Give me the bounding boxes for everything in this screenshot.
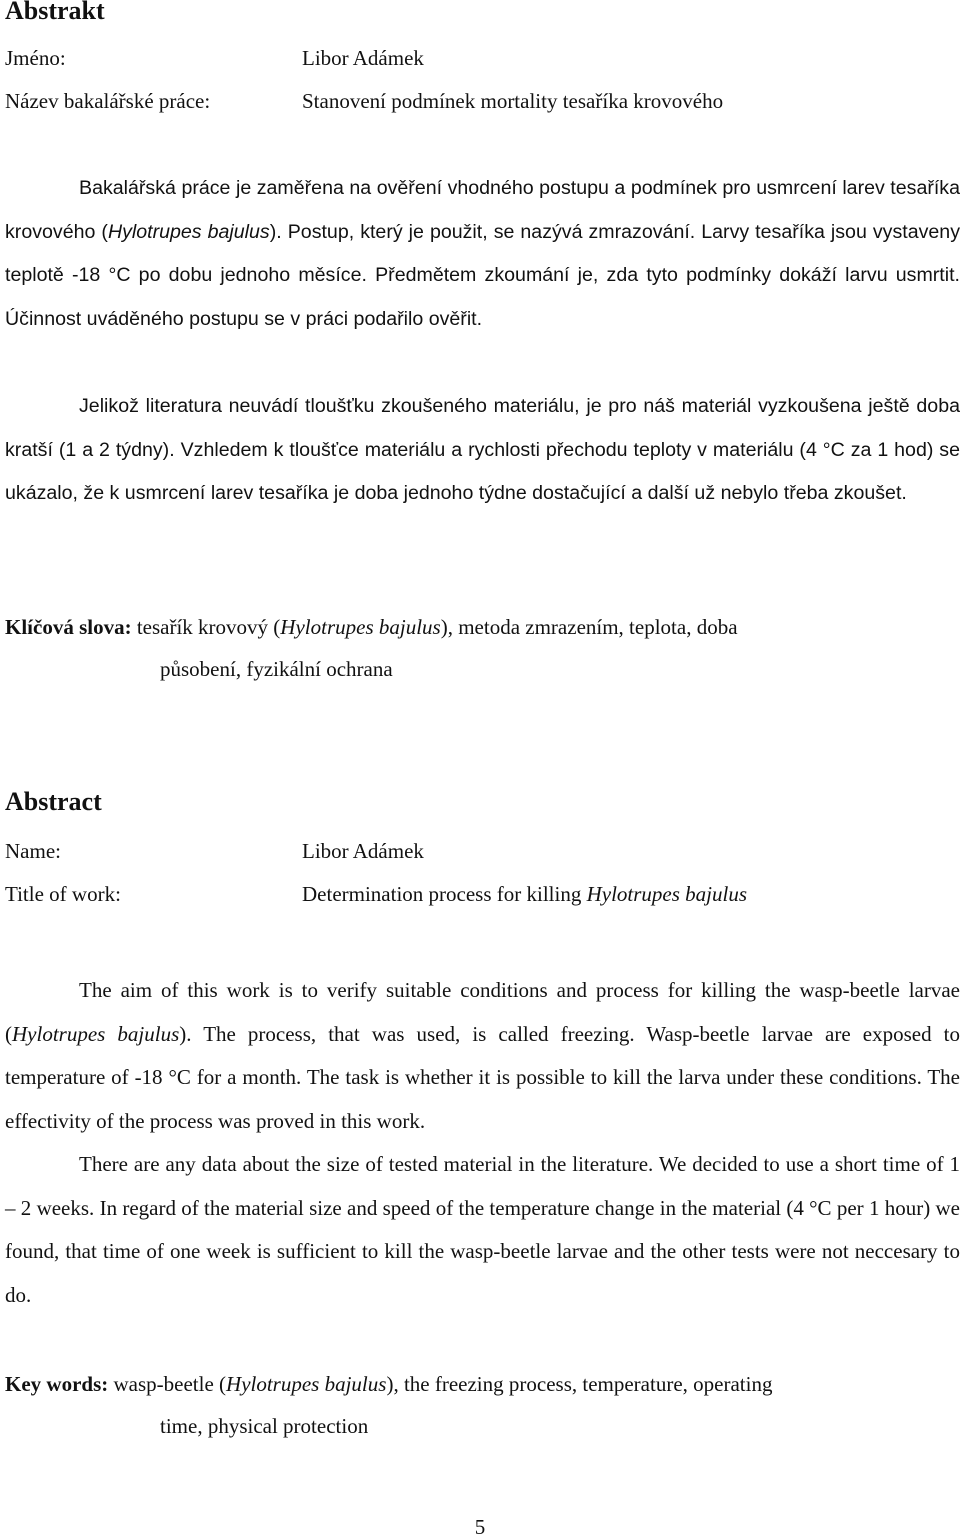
en-title-text: Determination process for killing (302, 882, 587, 906)
cz-p1-text-b: ). Postup, který je použit, se nazývá zmrazování. Larvy tesaříka jsou vystaveny teplotě -18 °C po dobu jednoho měsíce. Předmětem zkoumání je, zda tyto podmínky dokáží larvu usmrtit. Účinnost uváděného postupu se v práci podařilo ověřit. (5, 220, 960, 330)
cz-name-row (5, 46, 960, 76)
cz-paragraph-1 (5, 167, 960, 341)
en-kw-text-a: wasp-beetle ( (108, 1372, 227, 1396)
cz-heading: Abstrakt (5, 0, 105, 25)
cz-kw-text-a: tesařík krovový ( (131, 615, 281, 639)
en-p1-latin: Hylotrupes bajulus (12, 1021, 180, 1046)
en-paragraph-1 (5, 969, 960, 1143)
en-kw-latin: Hylotrupes bajulus (226, 1372, 387, 1396)
en-kw-text-c: time, physical protection (160, 1414, 369, 1438)
cz-keywords-label: Klíčová slova: (5, 615, 132, 639)
cz-title-label: Název bakalářské práce: (5, 89, 211, 113)
cz-title-value: Stanovení podmínek mortality tesaříka krovového (302, 89, 724, 113)
en-keywords (5, 1363, 960, 1447)
en-name-row (5, 839, 960, 869)
cz-p1-latin: Hylotrupes bajulus (107, 220, 270, 243)
cz-name-value: Libor Adámek (302, 46, 424, 70)
en-p1-text-a: The aim of this work is to verify suitable conditions and process for killing the wasp-beetle larvae ( (5, 978, 960, 1046)
en-keywords-label: Key words: (5, 1372, 109, 1396)
en-paragraph-2: There are any data about the size of tested material in the literature. We decided to use a short time of 1 – 2 weeks. In regard of the material size and speed of the temperature change in the material (4 °C per 1 hour) we found, that time of one week is sufficient to kill the wasp-beetle larvae and the other tests were not neccesary to do. (5, 1152, 960, 1307)
cz-p1-text-a: Bakalářská práce je zaměřena na ověření vhodného postupu a podmínek pro usmrcení larev tesaříka krovového ( (5, 177, 960, 243)
cz-kw-text-b: ), metoda zmrazením, teplota, doba (440, 615, 738, 639)
en-kw-text-b: ), the freezing process, temperature, operating (386, 1372, 773, 1396)
cz-paragraph-2: Jelikož literatura neuvádí tloušťku zkoušeného materiálu, je pro náš materiál vyzkoušena ještě doba kratší (1 a 2 týdny). Vzhledem k tloušťce materiálu a rychlosti přechodu teploty v materiálu (4 °C za 1 hod) se ukázalo, že k usmrcení larev tesaříka je doba jednoho týdne dostačující a další už nebylo třeba zkoušet. (5, 395, 960, 505)
en-title-row (5, 882, 960, 912)
en-name-label: Name: (5, 839, 61, 863)
cz-name-label: Jméno: (5, 46, 66, 70)
en-title-latin: Hylotrupes bajulus (586, 882, 748, 906)
en-title-value (302, 882, 747, 907)
en-name-value: Libor Adámek (302, 839, 424, 863)
en-heading: Abstract (5, 787, 102, 816)
page-number: 5 (474, 1515, 486, 1539)
cz-kw-latin: Hylotrupes bajulus (280, 615, 441, 639)
en-title-label: Title of work: (5, 882, 121, 906)
cz-keywords (5, 606, 960, 690)
cz-kw-text-c: působení, fyzikální ochrana (160, 657, 393, 681)
cz-title-row (5, 89, 960, 119)
en-p1-text-b: ). The process, that was used, is called freezing. Wasp-beetle larvae are exposed to temperature of -18 °C for a month. The task is whether it is possible to kill the larva under these conditions. The effectivity of the process was proved in this work. (5, 1021, 960, 1133)
